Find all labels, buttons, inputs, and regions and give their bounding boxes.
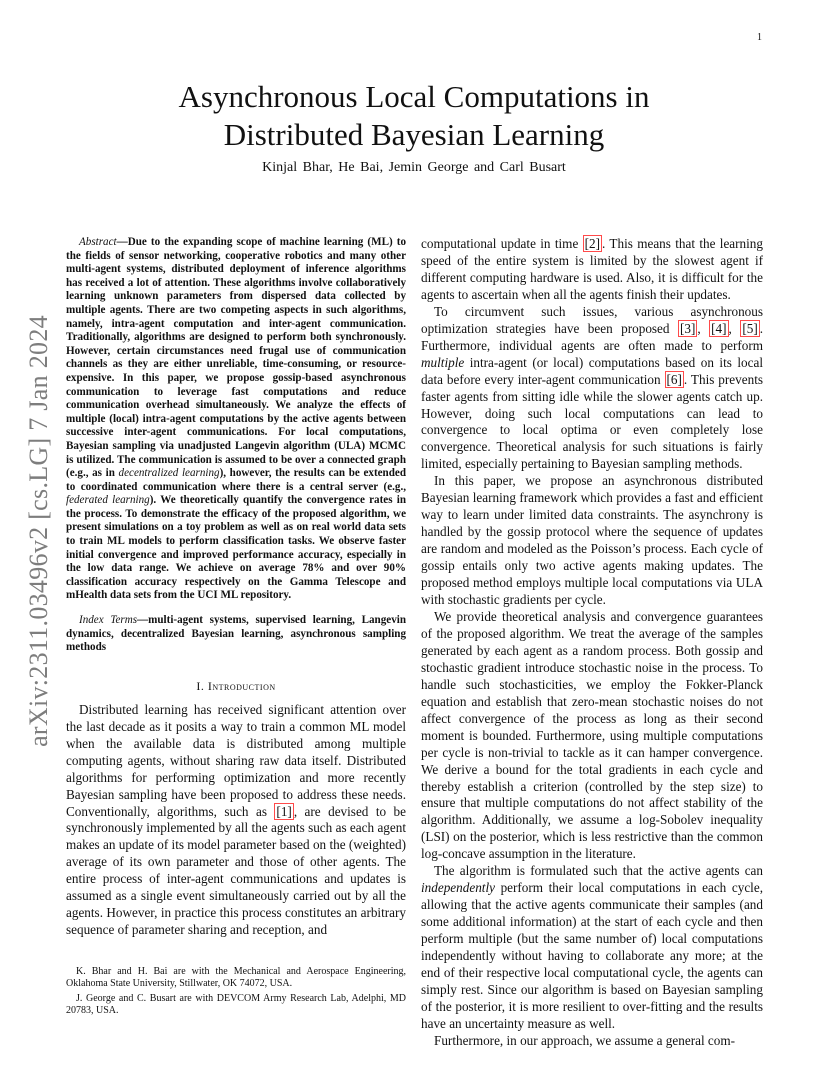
right-emphasis-multiple: multiple	[421, 354, 465, 370]
citation-link-3[interactable]: [3]	[679, 320, 696, 336]
abstract-text-1: —Due to the expanding scope of machine learning (ML) to the fields of sensor networking, cooperative robotics and many other multi-agent systems, distributed deployment of inference algorithms has received a lot of attention. These algorithms involve collaboratively learning unknown parameters from dispersed data collected by multiple agents. There are two competing aspects in such algorithms, namely, intra-agent computation and inter-agent communication. Traditionally, algorithms are designed to perform both synchronously. However, certain circumstances need frugal use of communication channels as they are either unreliable, time-consuming, or resource-expensive. In this paper, we propose gossip-based asynchronous communication to leverage fast computations and reduce communication overhead simultaneously. We analyze the effects of multiple (local) intra-agent computations by the active agents between successive inter-agent communications. For local computations, Bayesian sampling via unadjusted Langevin algorithm (ULA) MCMC is utilized. The communication is assumed to be over a connected graph (e.g., as in	[66, 236, 406, 480]
right-paragraph-1	[421, 236, 763, 304]
citation-link-6[interactable]: [6]	[666, 371, 682, 387]
title-line-2: Distributed Bayesian Learning	[223, 117, 605, 152]
citation-link-1[interactable]: [1]	[276, 803, 292, 819]
title-line-1: Asynchronous Local Computations in	[178, 79, 650, 114]
index-terms-label: Index Terms	[79, 614, 138, 627]
footnotes	[66, 966, 406, 1020]
section-heading-introduction: I. Introduction	[196, 678, 276, 693]
index-terms	[66, 614, 406, 655]
right-text-2b: . Furthermore, individual agents are often made to perform	[421, 320, 764, 353]
right-text-2d: . This prevents faster agents from sitting idle while the slower agents catch up. However, doing such local computations can lead to convergence to local optima or even completely lose convergence. Theoretical analysis for such situations is fairly limited, especially pertaining to Bayesian sampling methods.	[421, 371, 763, 472]
author-list: Kinjal Bhar, He Bai, Jemin George and Carl Busart	[262, 160, 566, 175]
right-paragraph-3: In this paper, we propose an asynchronous distributed Bayesian learning framework which provides a fast and efficient way to learn under limited data constraints. The asynchrony is handled by the gossip protocol where the sequence of updates are random and modeled as the Poisson’s process. Each cycle of gossip entails only two active agents making updates. The proposed method employs multiple local computations via ULA with stochastic gradients per cycle.	[421, 473, 763, 608]
index-terms-text: —multi-agent systems, supervised learning, Langevin dynamics, decentralized Bayesian learning, asynchronous sampling methods	[66, 614, 406, 654]
intro-paragraph-1	[66, 702, 406, 939]
citation-link-4[interactable]: [4]	[711, 320, 727, 336]
right-emphasis-independently: independently	[421, 880, 495, 896]
page-number: 1	[757, 32, 762, 43]
paper-title	[0, 78, 828, 154]
abstract-emphasis-2: federated learning	[66, 494, 150, 507]
citation-link-5[interactable]: [5]	[742, 320, 758, 336]
arxiv-identifier: arXiv:2311.03496v2 [cs.LG] 7 Jan 2024	[24, 315, 53, 747]
abstract	[66, 236, 406, 603]
right-paragraph-6: Furthermore, in our approach, we assume a general com-	[434, 1032, 736, 1048]
right-paragraph-2: To circumvent such issues, various asynchronous optimization strategies have been proposed [3] , [4] , [5] . Furthermore, individual agents are often made to perform multiple intra-agent (or local) computations based on its local data before every inter-agent communication [6] . This prevents faster agents from sitting idle while the slower agents catch up. However, doing such local computations can lead to convergence to local optima or even completely lose convergence. Theoretical analysis for such situations is fairly limited, especially pertaining to Bayesian sampling methods.	[421, 303, 764, 472]
abstract-text-2: ), however, the results can be extended to coordinated communication where there is a central server (e.g.,	[66, 467, 406, 493]
right-column	[421, 236, 763, 1050]
footnote-affiliation-2: J. George and C. Busart are with DEVCOM Army Research Lab, Adelphi, MD 20783, USA.	[66, 993, 406, 1016]
abstract-emphasis-1: decentralized learning	[118, 467, 220, 480]
abstract-text-3: ). We theoretically quantify the convergence rates in the process. To demonstrate the efficacy of the proposed algorithm, we present simulations on a toy problem as well as on real world data sets to train ML models to perform classification tasks. We observe faster initial convergence and improved performance accuracy, especially in the low data range. We achieve on average 78% and over 90% classification accuracy respectively on the Gamma Telescope and mHealth data sets from the UCI ML repository.	[66, 494, 406, 602]
right-text-2c: intra-agent (or local) computations based on its local data before every inter-agent communication	[421, 354, 763, 387]
footnote-affiliation-1: K. Bhar and H. Bai are with the Mechanical and Aerospace Engineering, Oklahoma State University, Stillwater, OK 74072, USA.	[66, 966, 406, 989]
arxiv-sidebar-stamp	[24, 296, 53, 766]
intro-text-2: , are devised to be synchronously implemented by all the agents such as each agent makes an update of its model parameter based on the (weighted) average of its own parameter and those of other agents. The entire process of inter-agent communications and updates is assumed as a single event simultaneously carried out by all the agents. However, in practice this process constitutes an arbitrary sequence of parameter sharing and reception, and	[66, 803, 406, 938]
left-column	[66, 236, 406, 939]
right-paragraph-5	[421, 863, 763, 1033]
right-text-5a: The algorithm is formulated such that the active agents can	[434, 863, 763, 879]
right-text-1b: . This means that the learning speed of the entire system is limited by the slowest agent if different computing hardware is used. Also, it is difficult for the agents to ascertain when all the agents finish their updates.	[421, 236, 763, 302]
right-text-2a: To circumvent such issues, various asynchronous optimization strategies have been proposed	[421, 303, 763, 336]
right-paragraph-4: We provide theoretical analysis and convergence guarantees of the proposed algorithm. We treat the average of the samples generated by each agent as a random process. Both gossip and stochastic gradient introduce stochastic noise in the process. To handle such stochasticities, we employ the Fokker-Planck equation and establish that zero-mean stochastic noises do not affect convergence of the process as long as their second moment is bounded. Furthermore, using multiple computations per cycle is non-trivial to tackle as it can hamper convergence. We derive a bound for the total gradients in each cycle and thereby establish a criterion (controlled by the step size) to ensure that multiple computations do not affect stability of the algorithm. Additionally, we assume a log-Sobolev inequality (LSI) on the posterior, which is less restrictive than the common log-concave assumption in the literature.	[421, 608, 763, 862]
intro-text-1: Distributed learning has received significant attention over the last decade as it posits a way to train a common ML model when the available data is distributed among multiple computing agents, without sharing raw data itself. Distributed algorithms for performing optimization and more recently Bayesian sampling have been proposed to address these needs. Conventionally, algorithms, such as	[66, 701, 406, 819]
right-text-1a: computational update in time	[421, 236, 583, 251]
right-text-5b: perform their local computations in each cycle, allowing that the active agents communicate their samples (and some additional information) at the start of each cycle and then perform multiple (but the same number of) local computations independently without having to collaborate any more; at the end of their respective local computational cycle, the agents can simply rest. Since our algorithm is based on Bayesian sampling of the posterior, it is more resilient to over-fitting and the results have an uncertainty measure as well.	[421, 880, 763, 1031]
citation-link-2[interactable]: [2]	[584, 236, 601, 251]
abstract-label: Abstract	[79, 236, 117, 248]
